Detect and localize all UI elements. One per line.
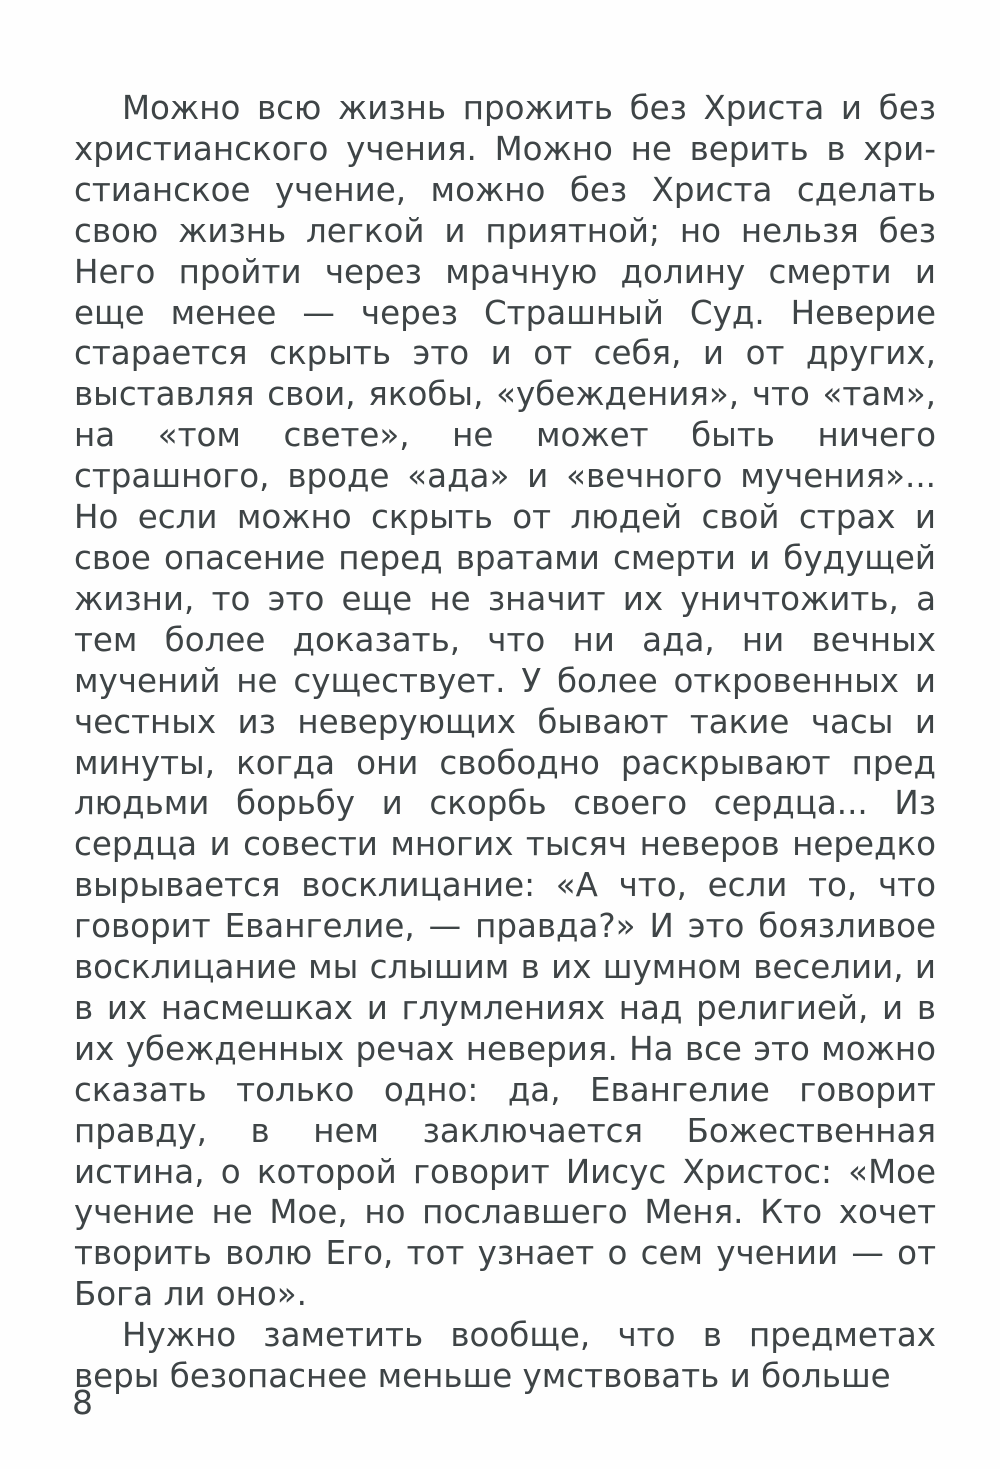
paragraph-1: Можно всю жизнь прожить без Христа и без христианского учения. Можно не верить в христианское учение, можно без Христа сделать свою жизнь легкой и приятной; но нельзя без Него пройти через мрачную долину смерти и еще менее — через Страшный Суд. Неверие старается скрыть это и от себя, и от других, выставляя свои, якобы, «убеждения», что «там», на «том свете», не может быть ничего страшного, вроде «ада» и «вечного мучения»... Но если можно скрыть от людей свой страх и свое опасение перед вратами смерти и будущей жизни, то это еще не значит их уничтожить, а тем более доказать, что ни ада, ни вечных мучений не существует. У более откровенных и честных из неверующих бывают такие часы и минуты, когда они свободно раскрывают пред людьми борьбу и скорбь своего сердца... Из сердца и совести многих тысяч неверов нередко вырывается восклицание: «А что, если то, что говорит Евангелие, — правда?» И это боязливое восклицание мы слышим в их шумном веселии, и в их насмешках и глумлениях над религией, и в их убежденных речах неверия. На все это можно сказать только одно: да, Евангелие говорит правду, в нем заключается Божественная истина, о которой говорит Иисус Христос: «Мое учение не Мое, но пославшего Меня. Кто хочет творить волю Его, тот узнает о сем учении — от Бога ли оно». [74, 89, 936, 1314]
page-number: 8 [72, 1383, 93, 1422]
paragraph-2: Нужно заметить вообще, что в предметах веры безопаснее меньше умствовать и больше [74, 1316, 936, 1396]
body-text [74, 88, 936, 1397]
